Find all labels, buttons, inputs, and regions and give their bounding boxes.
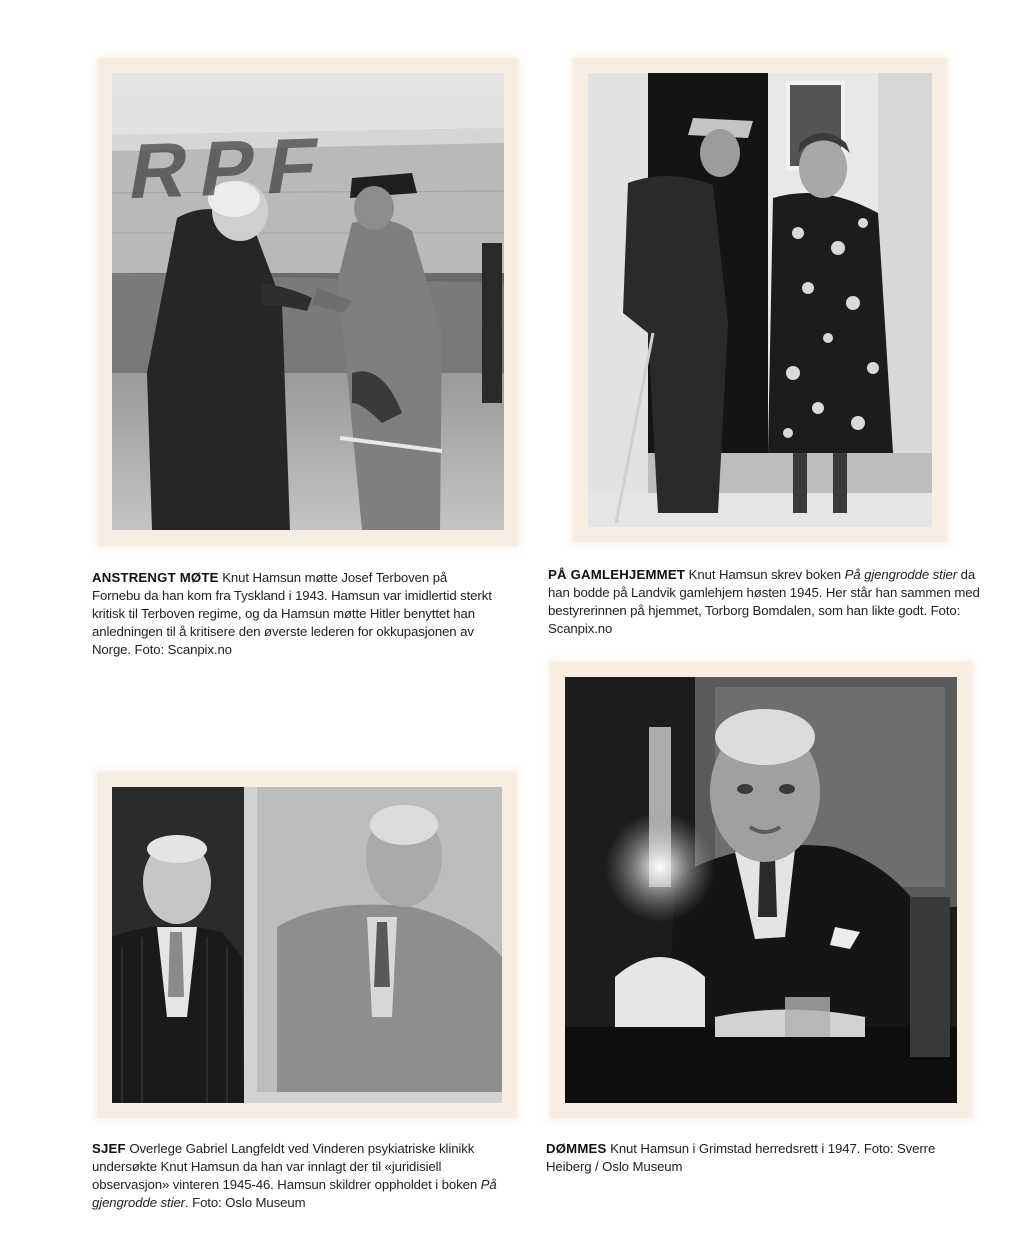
photo-dommes bbox=[565, 677, 957, 1103]
caption-gamlehjemmet bbox=[548, 566, 980, 638]
book-title: På gjengrodde stier bbox=[844, 567, 958, 582]
caption-text: Overlege Gabriel Langfeldt ved Vinderen psykiatriske klinikk undersøkte Knut Hamsun da han var innlagt der til «juridisiell observasjon» vinteren 1945-46. Hamsun skildrer oppholdet i boken bbox=[92, 1141, 478, 1192]
caption-lead: PÅ GAMLEHJEMMET bbox=[548, 567, 686, 582]
caption-dommes bbox=[546, 1140, 976, 1176]
caption-text: da han bodde på Landvik gamlehjem høsten 1945. Her står han sammen med bestyrerinnen på hjemmet, Torborg Bomdalen, som han likte godt. Foto: Scanpix.no bbox=[548, 567, 980, 636]
caption-text: Knut Hamsun møtte Josef Terboven på Fornebu da han kom fra Tyskland i 1943. Hamsun var imidlertid sterkt kritisk til Terboven regime, og da Hamsun møtte Hitler benyttet han anledningen til å kritisere den øverste lederen for okkupasjonen av Norge. Foto: Scanpix.no bbox=[92, 570, 492, 657]
caption-lead: ANSTRENGT MØTE bbox=[92, 570, 219, 585]
photo-sjef bbox=[112, 787, 502, 1103]
caption-text: . Foto: Oslo Museum bbox=[184, 1195, 306, 1210]
caption-text: Knut Hamsun skrev boken bbox=[688, 567, 842, 582]
caption-text: Knut Hamsun i Grimstad herredsrett i 1947. Foto: Sverre Heiberg / Oslo Museum bbox=[546, 1141, 936, 1174]
photo-terboven bbox=[112, 73, 504, 530]
photo-gamlehjemmet bbox=[588, 73, 932, 527]
caption-terboven bbox=[92, 569, 492, 659]
caption-lead: DØMMES bbox=[546, 1141, 607, 1156]
book-title: På gjengrodde stier bbox=[92, 1177, 497, 1210]
wing-letters: RPF bbox=[123, 120, 339, 216]
caption-sjef bbox=[92, 1140, 522, 1212]
caption-lead: SJEF bbox=[92, 1141, 126, 1156]
